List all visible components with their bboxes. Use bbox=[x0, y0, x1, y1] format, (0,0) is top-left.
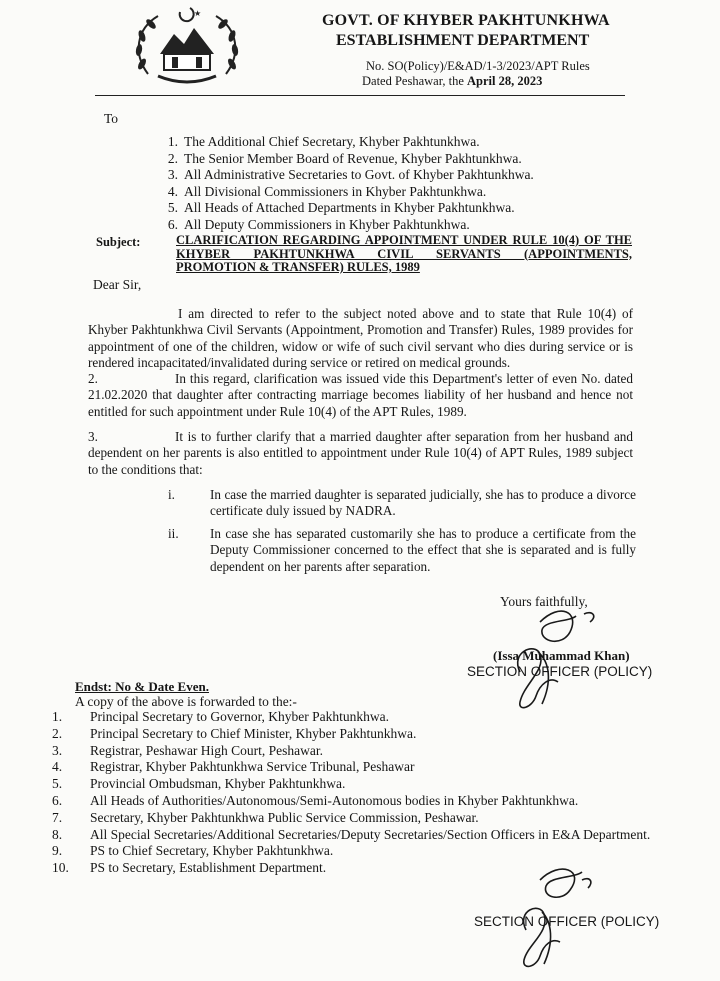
list-item: 5. All Heads of Attached Departments in Khyber Pakhtunkhwa. bbox=[167, 200, 515, 216]
paragraph-2: 2. In this regard, clarification was issued vide this Department's letter of even No. dated 21.02.2020 that daughter after contracting marriage becomes liability of her husband and hence not entitled for such appointment under Rule 10(4) of the APT Rules, 1989. bbox=[88, 371, 633, 419]
list-item: 1. The Additional Chief Secretary, Khyber Pakhtunkhwa. bbox=[167, 134, 480, 149]
signatory-title: SECTION OFFICER (POLICY) bbox=[467, 664, 653, 679]
list-item: 10. PS to Secretary, Establishment Department. bbox=[52, 860, 327, 876]
copy-to-list bbox=[52, 709, 662, 877]
addressee-list bbox=[158, 134, 534, 234]
condition-item: ii. In case she has separated customarily she has to produce a certificate from the Deputy Commissioner concerned to the effect that she is separated and is fully dependent on her parents after separation. bbox=[168, 526, 636, 574]
letter-date: Dated Peshawar, the April 28, 2023 bbox=[362, 74, 543, 88]
list-item: 2. The Senior Member Board of Revenue, Khyber Pakhtunkhwa. bbox=[167, 150, 522, 166]
svg-text:★: ★ bbox=[194, 9, 202, 18]
list-item: 9. PS to Chief Secretary, Khyber Pakhtunkhwa. bbox=[52, 843, 334, 859]
list-item: 4. Registrar, Khyber Pakhtunkhwa Service Tribunal, Peshawar bbox=[52, 759, 415, 775]
subject-text: CLARIFICATION REGARDING APPOINTMENT UNDER RULE 10(4) OF THE KHYBER PAKHTUNKHWA CIVIL SERVANTS (APPOINTMENTS, PROMOTION & TRANSFER) RULES, 1989 bbox=[176, 233, 632, 274]
letter-number: No. SO(Policy)/E&AD/1-3/2023/APT Rules bbox=[366, 59, 590, 73]
list-item: 1. Principal Secretary to Governor, Khyber Pakhtunkhwa. bbox=[52, 709, 390, 724]
endorsement-signatory-title: SECTION OFFICER (POLICY) bbox=[474, 914, 660, 929]
to-label: To bbox=[104, 111, 119, 126]
list-item: 4. All Divisional Commissioners in Khyber Pakhtunkhwa. bbox=[167, 183, 487, 199]
endorsement-intro: A copy of the above is forwarded to the:- bbox=[75, 694, 297, 709]
list-item: 8. All Special Secretaries/Additional Secretaries/Deputy Secretaries/Section Officers in E&A Department. bbox=[52, 826, 651, 842]
header-divider bbox=[95, 95, 625, 96]
subject-label: Subject: bbox=[96, 235, 141, 249]
list-item: 6. All Heads of Authorities/Autonomous/Semi-Autonomous bodies in Khyber Pakhtunkhwa. bbox=[52, 792, 579, 808]
paragraph-3: 3. It is to further clarify that a married daughter after separation from her husband and dependent on her parents is also entitled to appointment under Rule 10(4) of APT Rules, 1989 subject to the conditions that: bbox=[88, 429, 633, 477]
closing-yours-faithfully: Yours faithfully, bbox=[500, 594, 588, 609]
condition-item: i. In case the married daughter is separated judicially, she has to produce a divorce certificate duly issued by NADRA. bbox=[168, 487, 636, 519]
signatory-name: (Issa Muhammad Khan) bbox=[493, 648, 630, 663]
list-item: 7. Secretary, Khyber Pakhtunkhwa Public Service Commission, Peshawar. bbox=[52, 809, 479, 825]
endorsement-label: Endst: No & Date Even. bbox=[75, 679, 209, 694]
list-item: 5. Provincial Ombudsman, Khyber Pakhtunkhwa. bbox=[52, 776, 346, 792]
paragraph-1: I am directed to refer to the subject noted above and to state that Rule 10(4) of Khyber Pakhtunkhwa Civil Servants (Appointment, Promotion and Transfer) Rules, 1989 provides for appointment of one of the children, widow or wife of such civil servant who dies during service or is rendered incapacitated/invalidated during service or retired on medical grounds. bbox=[88, 306, 633, 371]
govt-title: GOVT. OF KHYBER PAKHTUNKHWA bbox=[322, 12, 610, 29]
list-item: 3. All Administrative Secretaries to Govt. of Khyber Pakhtunkhwa. bbox=[167, 167, 534, 183]
department-title: ESTABLISHMENT DEPARTMENT bbox=[336, 32, 590, 49]
list-item: 6. All Deputy Commissioners in Khyber Pakhtunkhwa. bbox=[167, 216, 470, 232]
list-item: 2. Principal Secretary to Chief Minister, Khyber Pakhtunkhwa. bbox=[52, 725, 417, 741]
list-item: 3. Registrar, Peshawar High Court, Peshawar. bbox=[52, 742, 324, 758]
salutation: Dear Sir, bbox=[93, 277, 142, 292]
government-emblem-logo bbox=[128, 4, 246, 90]
